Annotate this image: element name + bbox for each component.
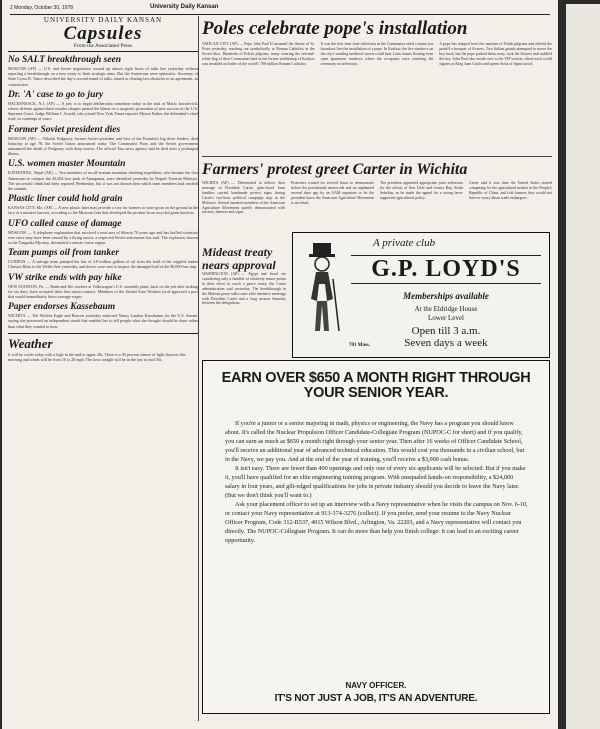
- ad-tagline: A private club: [373, 237, 436, 249]
- folio-date: 2 Monday, October 30, 1978: [10, 5, 74, 11]
- mideast-headline: Mideast treaty nears approval: [202, 246, 276, 272]
- capsule-body: HACKENSACK, N.J. (AP) — A jury is to begin deliberation sometime today in the trial of Mario Jascalevich, whose defense against three murder charges pinned the blame on a surgeon's promotion of new success in the U.S. Supreme Court. Judge William J. Arnold, who joined New York Times reporter Myron Farber, the defendant's chief rival, in contempt of court.: [8, 100, 198, 122]
- capsule-story: [8, 125, 198, 157]
- folio-bar: [10, 4, 550, 15]
- capsule-headline: Former Soviet president dies: [8, 124, 121, 135]
- pope-column: VATICAN CITY (AP) — Pope John Paul II assumed the throne of St. Peter yesterday, reaching out symbolically to Roman Catholics in the Soviet bloc. Hundreds of Polish pilgrims, many wearing the red-and-white flag of their Communist land as the former archbishop of Krakow was installed as leader of the world's 700 million Roman Catholics.: [202, 42, 315, 66]
- capsule-headline: Paper endorses Kassebaum: [8, 302, 116, 313]
- mideast-body: WASHINGTON (AP) — Egypt and Israel are considering only a handful of relatively minor points in their effort to reach a peace treaty, the Carter administration said yesterday. The breakthrough in the Mideast peace talks came after intensive meetings with President Carter and a long session Saturday between the delegations.: [202, 272, 286, 306]
- ad-address: [353, 305, 539, 323]
- pope-headline: Poles celebrate pope's installation: [202, 18, 468, 39]
- navy-paragraph: Ask your placement officer to set up an interview with a Navy representative when he visits the campus on Nov. 6-10, or contact your Navy representative at 913-374-3276 (collect). If you prefer, send your resume to the Navy Nuclear Officer Program, Code 312-B537, 4015 Wilson Blvd., Arlington, Va. 22203, and a Navy representative will contact you directly. The NUPOC-Collegiate Program. It can do more than help you finish college: it can lead to an exciting career opportunity.: [225, 501, 528, 544]
- navy-body: [225, 419, 529, 545]
- capsule-story: [8, 90, 198, 122]
- navy-slogan: NAVY OFFICER.: [345, 681, 407, 690]
- ad-address-line: At the Eldridge House: [414, 305, 478, 313]
- capsules-paper: UNIVERSITY DAILY KANSAN: [43, 16, 163, 24]
- ad-membership: Memberships available: [403, 291, 489, 301]
- capsule-body: MOSCOW — A telephone explanation that survived a neat area of Siberia 70 years ago and has baffled scientists ever since may have been caused by a flying saucer, a respected Soviet astronomer has said. The explosion, known as the Tunguska Mystery, devastated a remote forest region.: [8, 229, 198, 246]
- navy-tagline: IT'S NOT JUST A JOB, IT'S AN ADVENTURE.: [274, 693, 478, 704]
- capsule-body: WICHITA — The Wichita Eagle and Beacon yesterday endorsed Nancy Landon Kassebaum for the U.S. Senate, saying she possessed an independent streak that enabled her to tell people what she thought should be done rather than what they wanted to hear.: [8, 313, 198, 329]
- capsule-headline: U.S. women master Mountain: [8, 159, 126, 170]
- capsule-story: [8, 219, 198, 246]
- capsules-header: [8, 16, 198, 52]
- ad-days-line: Seven days a week: [404, 337, 488, 349]
- folio-paper-name: University Daily Kansan: [150, 4, 219, 10]
- adjacent-page-edge: [566, 4, 600, 729]
- pope-columns: [202, 42, 552, 67]
- pope-column: A pope has stepped from the sanctum of Polish pilgrims and offered the pontiff a bouquet of flowers. Two Italian guards attempted to move the boy back, but the pope pushed them away, took the flowers and cuddled the boy. John Paul also strode over to the VIP section, where such world figures as King Juan Carlos and queen Sofia of Spain stood.: [439, 42, 552, 66]
- capsule-headline: Plastic liner could hold grain: [8, 194, 123, 205]
- ad-hours: [353, 325, 539, 349]
- capsule-story: [8, 159, 198, 191]
- capsule-body: MOSCOW (AP) — U.S. and Soviet negotiators wound up almost eight hours of talks late yesterday without reporting a breakthrough on a new treaty to limit strategic arms. But the Americans were optimistic. Secretary of State Cyrus R. Vance described the day's second round of talks, aimed at clearing last obstacles to an agreement, as constructive.: [8, 66, 198, 87]
- capsule-story: [8, 194, 198, 215]
- capsules-source: From the Associated Press: [73, 43, 133, 49]
- weather-body: It will be cooler today with a high in the mid to upper 40s. There is a 30 percent chance of light showers this morning and winds will be from 10 to 20 mph. The lows tonight will be in the low to mid 30s.: [8, 351, 186, 363]
- capsule-headline: UFO called cause of damage: [8, 218, 122, 229]
- capsule-headline: VW strike ends with pay hike: [8, 272, 122, 283]
- navy-paragraph: It isn't easy. There are fewer than 400 openings and only one of every six applicants will be selected. But if you make it, you'll have qualified for an elite engineering training program. With unequaled hands-on responsibility, a $24,000 salary in four years, and gilt-edged qualifications for jobs in private industry should you decide to leave the Navy later. (But we don't think you'll want to.): [225, 465, 526, 499]
- capsule-body: NEW STANTON, Pa. — Rank-and-file workers at Volkswagen's U.S. assembly plant, back on the job after striking for six days, have accepted their first union contract. Members of the United Auto Workers local approved a pact that would immediately boost average wages.: [8, 283, 198, 300]
- weather-box: [8, 333, 198, 362]
- capsule-story: [8, 248, 198, 269]
- capsule-body: KANSAS CITY, Mo. (AP) — A new plastic liner may provide a way for farmers to store grain on the ground in the face of a massive harvest, according to the Missouri firm that developed the product from recycled grain harvests.: [8, 205, 198, 216]
- capsule-headline: Team pumps oil from tanker: [8, 248, 120, 259]
- farmers-column: Protesters waited for several hours to demonstrate before the presidential motorcade and an unplanned several days ago by an AAM organizer to let the president know the American Agriculture Movement is not dead.: [291, 181, 374, 205]
- navy-ad: [202, 360, 550, 714]
- ad-brand-name: G.P. LOYD'S: [351, 255, 541, 284]
- ad-hours-line: Open till 3 a.m.: [411, 325, 481, 337]
- navy-paragraph: If you're a junior or a senior majoring in math, physics or engineering, the Navy has a program you should know about. It's called the Nuclear Propulsion Officer Candidate-Collegiate Program (NUPOC-C for short) and if you qualify, you can earn as much as $650 a month right through your senior year. Then after 16 weeks of Officer Candidate School, you'll receive an additional year of advanced technical education. This would cost you thousands in a civilian school, but in the Navy, we pay you. And at the end of the year of training, you'll receive a $3,000 cash bonus.: [225, 420, 525, 463]
- capsule-body: KATMANDU, Nepal (AP) — Two members of an all-woman mountain climbing expedition, who became the first Americans to conquer the 26,504-foot peak of Annapurna, were identified yesterday by Nepal's Tourism Ministry. The successful climb had been reported Wednesday, but it was not known then which team members had reached the summit.: [8, 170, 198, 192]
- capsule-story: [8, 273, 198, 300]
- farmers-column: WICHITA (AP) — Determined to deliver their message to President Carter, grim-faced farm families carried handmade protest signs during Carter's two-hour political campaign stop in the Midwest. Several hundred members of the American Agriculture Movement quietly demonstrated with tractors, banners and signs.: [202, 181, 285, 215]
- mideast-story: [202, 246, 286, 358]
- capsule-headline: No SALT breakthrough seen: [8, 55, 122, 65]
- capsules-title: Capsules: [63, 23, 143, 44]
- gentleman-illustration-icon: [299, 239, 345, 339]
- farmers-columns: [202, 181, 552, 215]
- newspaper-page: [2, 0, 558, 729]
- pope-column: It was the first time state television in the Communist ruled country has broadcast live the installation of a pope. In Krakow, the fire windows on the city's winding medieval streets could hear Latin chants floating from open apartment windows where the occupants were watching the ceremony on television.: [320, 42, 434, 66]
- pope-story: [202, 18, 552, 157]
- capsule-headline: Dr. 'A' case to go to jury: [8, 89, 104, 100]
- capsule-body: MOSCOW (AP) — Nikolai Podgorny, former Soviet president and first of the Kremlin's big three leaders, died Saturday at age 78, the Soviet Union announced today. The Communist Party and the Soviet government announced the death of Podgorny with deep sorrow. The official Tass news agency said he died after a prolonged illness.: [8, 135, 198, 157]
- capsule-story: [8, 302, 198, 329]
- navy-headline: EARN OVER $650 A MONTH RIGHT THROUGH YOUR SENIOR YEAR.: [221, 370, 531, 401]
- farmers-column: The president appended appropriate prior selections for the efforts of Sen. Dole and former Rep. Keith Sebelius, as he made the appeal for a strong farm-supported agricultural policy.: [380, 181, 463, 200]
- ad-street: 701 Mass.: [349, 343, 371, 348]
- weather-title: Weather: [8, 335, 53, 351]
- capsules-column: [8, 16, 199, 721]
- capsule-story: [8, 55, 198, 87]
- farmers-headline: Farmers' protest greet Carter in Wichita: [202, 161, 468, 178]
- capsule-body: LONDON — A salvage team pumped the last of 4.8 million gallons of oil from the hold of the crippled tanker Christos Bitas to the Welsh fleet yesterday, and divers were sent to inspect the damaged hull of the 96,000-ton ship.: [8, 259, 198, 270]
- farmers-column: Carter said it was time the United States started competing for the agricultural market in the People's Republic of China, and told farmers they would not have to worry about trade embargoes.: [469, 181, 552, 200]
- gp-loyds-ad: [292, 232, 550, 358]
- ad-address-line: Lower Level: [428, 314, 464, 322]
